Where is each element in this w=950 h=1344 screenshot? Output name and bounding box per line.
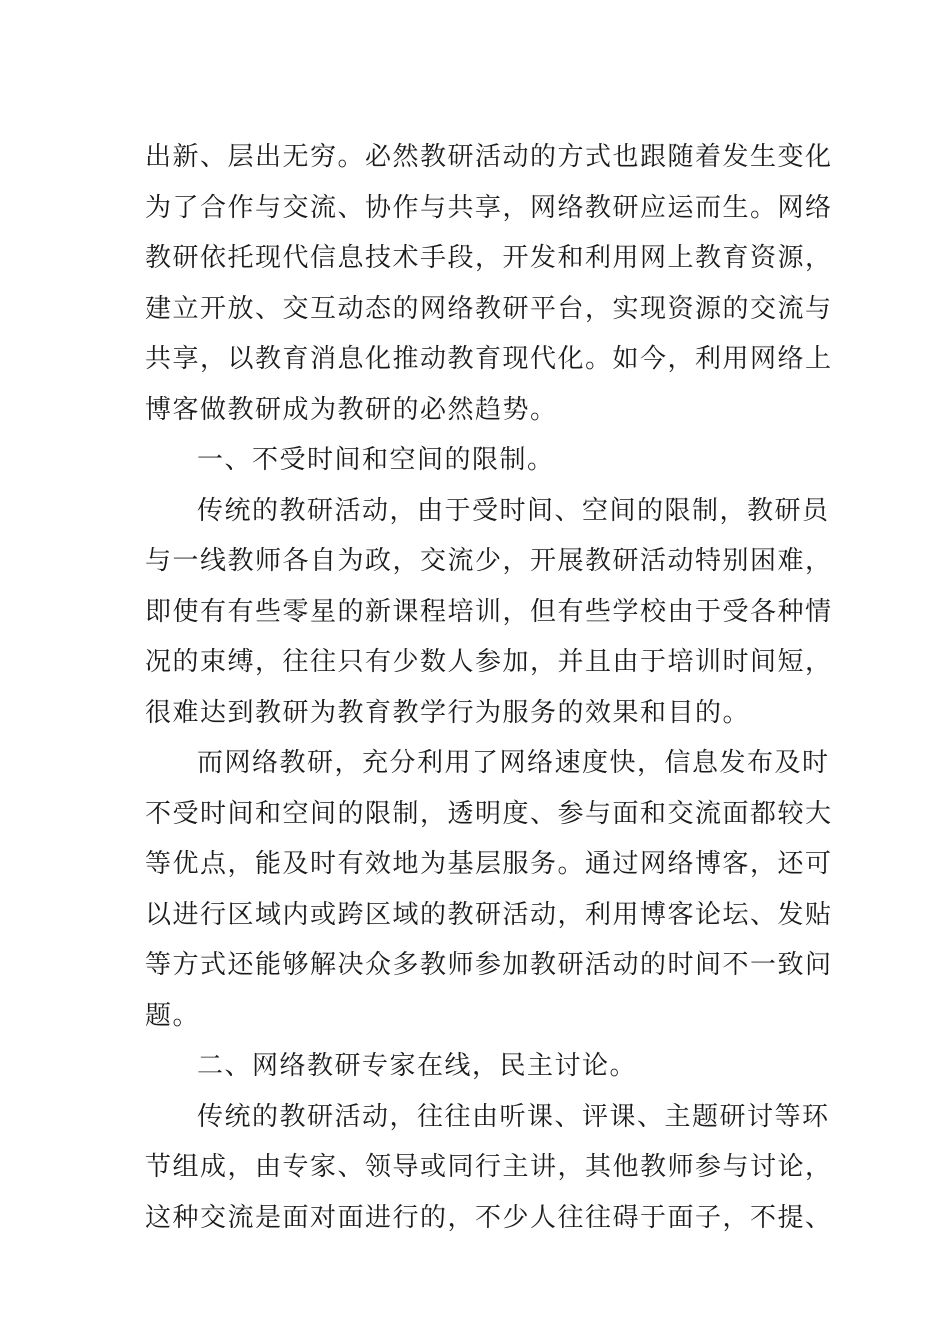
text-line: 传统的教研活动，往往由听课、评课、主题研讨等环 [197,1101,830,1132]
text-line: 很难达到教研为教育教学行为服务的效果和目的。 [145,697,751,728]
document-body [145,132,833,1243]
text-line: 共享，以教育消息化推动教育现代化。如今，利用网络上 [145,344,833,374]
text-line: 况的束缚，往往只有少数人参加，并且由于培训时间短， [145,647,833,677]
text-line: 传统的教研活动，由于受时间、空间的限制，教研员 [197,495,830,526]
text-line: 以进行区域内或跨区域的教研活动，利用博客论坛、发贴 [145,899,833,930]
text-line: 为了合作与交流、协作与共享，网络教研应运而生。网络 [145,192,833,223]
text-line: 教研依托现代信息技术手段，开发和利用网上教育资源， [145,243,833,273]
text-line: 而网络教研，充分利用了网络速度快，信息发布及时 [197,748,830,778]
text-line: 博客做教研成为教研的必然趋势。 [145,394,558,425]
text-line: 一、不受时间和空间的限制。 [197,445,555,475]
text-line: 二、网络教研专家在线，民主讨论。 [197,1051,638,1081]
text-line: 这种交流是面对面进行的，不少人往往碍于面子，不提、 [145,1202,833,1233]
text-line: 等方式还能够解决众多教师参加教研活动的时间不一致问 [145,950,833,980]
text-line: 题。 [145,1000,201,1031]
text-line: 与一线教师各自为政，交流少，开展教研活动特别困难， [145,546,833,576]
text-line: 等优点，能及时有效地为基层服务。通过网络博客，还可 [145,849,833,879]
text-line: 不受时间和空间的限制，透明度、参与面和交流面都较大 [145,798,833,829]
text-line: 即使有有些零星的新课程培训，但有些学校由于受各种情 [145,596,833,627]
text-line: 建立开放、交互动态的网络教研平台，实现资源的交流与 [145,293,833,324]
text-line: 节组成，由专家、领导或同行主讲，其他教师参与讨论， [145,1152,833,1182]
text-line: 出新、层出无穷。必然教研活动的方式也跟随着发生变化 [145,142,833,172]
